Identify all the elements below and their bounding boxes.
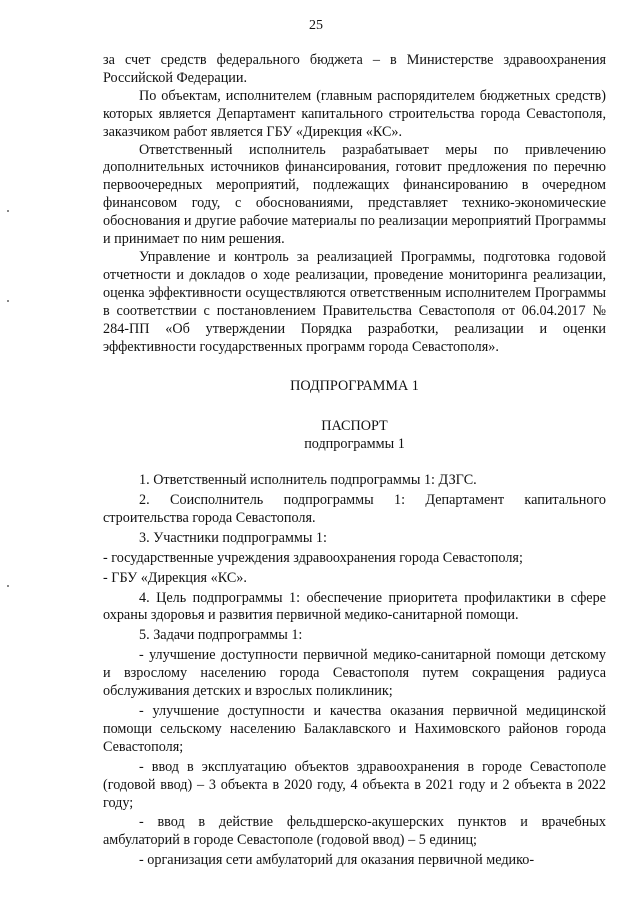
scan-speck — [7, 585, 9, 587]
scan-speck — [7, 300, 9, 302]
passport-item: 4. Цель подпрограммы 1: обеспечение приоритета профилактики в сфере охраны здоровья и развития первичной медико-санитарной помощи. — [103, 589, 606, 624]
paragraph: за счет средств федерального бюджета – в Министерстве здравоохранения Российской Федерации. — [103, 52, 606, 86]
scan-speck — [7, 210, 9, 212]
subprogram-heading: ПОДПРОГРАММА 1 — [290, 378, 419, 395]
passport-item: 3. Участники подпрограммы 1: — [139, 529, 327, 546]
passport-item: - ввод в действие фельдшерско-акушерских пунктов и врачебных амбулаторий в городе Севастополе (годовой ввод) – 5 единиц; — [103, 814, 606, 849]
passport-item: 2. Соисполнитель подпрограммы 1: Департамент капитального строительства города Севастополя. — [103, 492, 606, 526]
passport-item: - государственные учреждения здравоохранения города Севастополя; — [103, 549, 523, 566]
passport-item: 5. Задачи подпрограммы 1: — [139, 627, 303, 644]
passport-subtitle: подпрограммы 1 — [304, 436, 405, 453]
passport-item: - ввод в эксплуатацию объектов здравоохранения в городе Севастополе (годовой ввод) – 3 объекта в 2020 году, 4 объекта в 2021 году и 2 объекта в 2022 году; — [103, 758, 606, 811]
passport-item: - улучшение доступности и качества оказания первичной медицинской помощи сельскому населению Балаклавского и Нахимовского районов города Севастополя; — [103, 703, 606, 755]
document-body — [103, 52, 606, 870]
paragraph: Управление и контроль за реализацией Программы, подготовка годовой отчетности и докладов о ходе реализации, проведение мониторинга реализации, оценка эффективности осуществляются ответственным исполнителем Программы в соответствии с постановлением Правительства Севастополя от 06.04.2017 № 284-ПП «Об утверждении Порядка разработки, реализации и оценки эффективности государственных программ города Севастополя». — [103, 248, 606, 355]
page-number: 25 — [309, 18, 323, 33]
paragraph: Ответственный исполнитель разрабатывает меры по привлечению дополнительных источников финансирования, готовит предложения по перечню первоочередных мероприятий, подлежащих финансированию в очередном финансовом году, с обоснованиями, представляет технико-экономические обоснования и другие рабочие материалы по реализации мероприятий Программы и принимает по ним решения. — [103, 141, 606, 248]
passport-item: - улучшение доступности первичной медико-санитарной помощи детскому и взрослому населению города Севастополя путем сокращения радиуса обслуживания детских и взрослых поликлиник; — [103, 647, 606, 700]
passport-item: - организация сети амбулаторий для оказания первичной медико- — [139, 852, 535, 869]
passport-item: 1. Ответственный исполнитель подпрограммы 1: ДЗГС. — [139, 472, 477, 489]
paragraph: По объектам, исполнителем (главным распорядителем бюджетных средств) которых является Департамент капитального строительства города Севастополя, заказчиком работ является ГБУ «Дирекция «КС». — [103, 87, 606, 140]
passport-title: ПАСПОРТ — [321, 418, 388, 435]
passport-item: - ГБУ «Дирекция «КС». — [103, 569, 247, 586]
